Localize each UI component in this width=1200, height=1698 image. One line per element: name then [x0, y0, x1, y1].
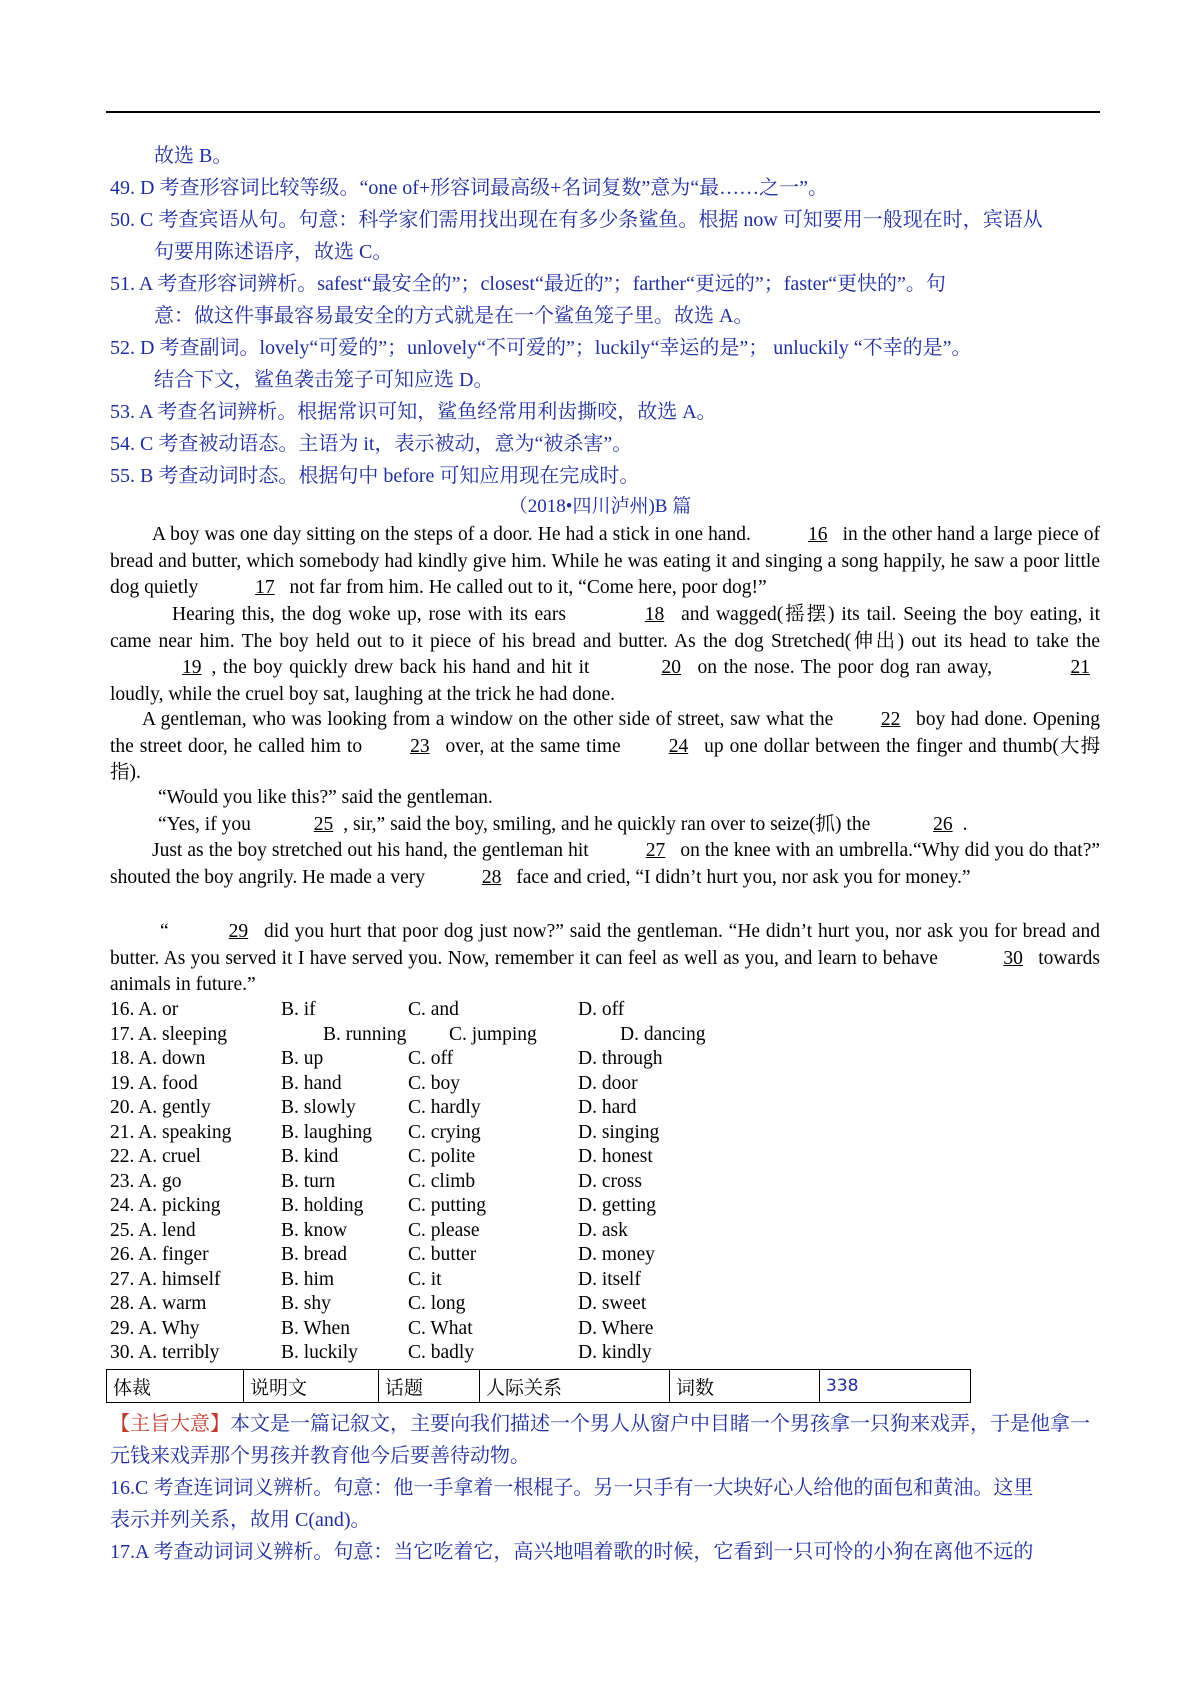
option-b: B. luckily [281, 1342, 358, 1363]
blank-25: 25 [313, 814, 334, 835]
passage-paragraph-4 [110, 785, 1100, 812]
answer-line: 54. C 考查被动语态。主语为 it，表示被动，意为“被杀害”。 [110, 433, 633, 455]
option-a: 29. A. Why [110, 1317, 200, 1339]
option-a: 22. A. cruel [110, 1146, 201, 1167]
option-row [110, 1292, 1010, 1317]
answer-item-50 [110, 204, 1100, 268]
passage-text: boy had done. Opening the street door, he called him to [110, 709, 1101, 757]
blank-21: 21 [1070, 657, 1090, 678]
option-c: C. off [408, 1048, 454, 1069]
option-c: C. climb [408, 1170, 476, 1192]
answer-item-55 [110, 460, 1100, 492]
blank-26: 26 [933, 814, 953, 835]
passage-text: face and cried, “I didn’t hurt you, nor ask you for money.” [511, 866, 971, 888]
answer-line: 49. D 考查形容词比较等级。“one of+形容词最高级+名词复数”意为“最……之一”。 [110, 177, 829, 199]
option-c: C. butter [408, 1244, 477, 1265]
section-title: （2018•四川泸州)B 篇 [508, 496, 692, 517]
answer-continuation: 句要用陈述语序，故选 C。 [154, 241, 393, 263]
option-a: 25. A. lend [110, 1219, 196, 1241]
option-c: C. polite [408, 1146, 476, 1167]
option-c: C. hardly [408, 1097, 481, 1118]
option-c: C. jumping [449, 1023, 537, 1045]
option-c: C. putting [408, 1195, 487, 1216]
blank-19: 19 [182, 657, 202, 678]
passage-text: Just as the boy stretched out his hand, the gentleman hit [152, 840, 594, 861]
option-d: D. kindly [578, 1342, 652, 1363]
option-row [110, 1096, 1010, 1121]
summary-tag: 【主旨大意】 [110, 1413, 230, 1435]
option-d: D. cross [578, 1170, 642, 1192]
option-b: B. When [281, 1317, 350, 1339]
option-c: C. long [408, 1293, 466, 1314]
option-b: B. hand [281, 1072, 342, 1094]
option-b: B. if [281, 999, 316, 1020]
option-a: 21. A. speaking [110, 1121, 232, 1143]
option-a: 28. A. warm [110, 1293, 207, 1314]
option-b: B. running [323, 1023, 407, 1045]
option-d: D. through [578, 1048, 663, 1069]
genre-value: 说明文 [244, 1370, 379, 1403]
option-row [110, 1243, 1010, 1268]
option-row [110, 1145, 1010, 1170]
passage-text: “Yes, if you [158, 814, 256, 835]
word-count-value: 338 [820, 1370, 971, 1403]
blank-30: 30 [1003, 947, 1023, 969]
blank-29: 29 [228, 921, 249, 942]
option-row [110, 1194, 1010, 1219]
passage-text: , the boy quickly drew back his hand and hit it [211, 657, 590, 678]
answer-item-54 [110, 428, 1100, 460]
option-d: D. door [578, 1072, 638, 1094]
option-b: B. turn [281, 1170, 336, 1192]
answer-line: 50. C 考查宾语从句。句意：科学家们需用找出现在有多少条鲨鱼。根据 now 可知要用一般现在时，宾语从 [110, 209, 1043, 231]
summary-paragraph [110, 1408, 1100, 1472]
option-row [110, 1121, 1010, 1146]
option-d: D. getting [578, 1195, 656, 1216]
option-a: 23. A. go [110, 1170, 182, 1192]
blank-23: 23 [410, 735, 430, 757]
option-d: D. sweet [578, 1293, 647, 1314]
option-c: C. crying [408, 1121, 481, 1143]
option-b: B. holding [281, 1195, 364, 1216]
option-b: B. slowly [281, 1097, 356, 1118]
answer-item-17 [110, 1536, 1100, 1568]
passage-paragraph-3 [110, 707, 1100, 787]
answer-line: 53. A 考查名词辨析。根据常识可知，鲨鱼经常用利齿撕咬，故选 A。 [110, 401, 717, 423]
option-d: D. money [578, 1244, 655, 1265]
passage-text: on the knee with an umbrella.“Why did you do that?” shouted the boy angrily. He made a very [110, 840, 1101, 888]
option-c: C. boy [408, 1072, 461, 1094]
option-row [110, 1072, 1010, 1097]
blank-28: 28 [481, 866, 502, 888]
answer-continuation: 结合下文，鲨鱼袭击笼子可知应选 D。 [154, 369, 494, 391]
answer-line: 17.A 考查动词词义辨析。句意：当它吃着它，高兴地唱着歌的时候，它看到一只可怜的小狗在离他不远的 [110, 1541, 1034, 1563]
table-row [107, 1370, 971, 1403]
answer-line: 52. D 考查副词。lovely“可爱的”；unlovely“不可爱的”；luckily“幸运的是”； unluckily “不幸的是”。 [110, 337, 972, 359]
option-b: B. kind [281, 1146, 339, 1167]
passage-text: A boy was one day sitting on the steps of a door. He had a stick in one hand. [152, 524, 756, 545]
answer-list-top [110, 140, 1100, 492]
passage-paragraph-5 [110, 812, 1100, 839]
option-a: 18. A. down [110, 1048, 206, 1069]
option-d: D. itself [578, 1268, 641, 1290]
option-b: B. laughing [281, 1121, 372, 1143]
passage-text: . [962, 814, 968, 835]
option-d: D. ask [578, 1219, 628, 1241]
option-b: B. know [281, 1219, 348, 1241]
answer-line: 51. A 考查形容词辨析。safest“最安全的”；closest“最近的”；farther“更远的”；faster“更快的”。句 [110, 273, 946, 295]
topic-value: 人际关系 [480, 1370, 670, 1403]
answer-item-53 [110, 396, 1100, 428]
option-a: 19. A. food [110, 1072, 198, 1094]
option-d: D. Where [578, 1317, 654, 1339]
option-c: C. badly [408, 1342, 475, 1363]
passage-text: in the other hand a large piece of bread and butter, which somebody had kindly give him. While he was eating it and singing a song happily, he saw a poor little dog quietly [110, 524, 1100, 598]
passage-text: and wagged(摇摆) its tail. Seeing the boy eating, it came near him. The boy held out to it piece of his bread and butter. As the dog Stretched(伸出) out its head to take the [110, 604, 1100, 652]
answer-item-51 [110, 268, 1100, 332]
blank-17: 17 [255, 577, 275, 598]
passage-text: loudly, while the cruel boy sat, laughing at the trick he had done. [110, 683, 616, 705]
passage-text: up one dollar between the finger and thumb(大拇指). [110, 735, 1100, 783]
option-row [110, 1219, 1010, 1244]
option-row [110, 1341, 1010, 1366]
passage-text: not far from him. He called out to it, “Come here, poor dog!” [284, 577, 767, 598]
answer-continuation: 表示并列关系，故用 C(and)。 [110, 1509, 371, 1531]
option-a: 27. A. himself [110, 1268, 221, 1290]
option-c: C. and [408, 999, 459, 1020]
option-row [110, 998, 1010, 1023]
answer-line: 故选 B。 [154, 145, 233, 167]
passage-text: did you hurt that poor dog just now?” said the gentleman. “He didn’t hurt you, nor ask you for bread and butter. As you served it I have served you. Now, remember it can feel as well as you, and learn to behave [110, 921, 1100, 969]
blank-16: 16 [807, 524, 828, 545]
passage-text: on the nose. The poor dog ran away, [690, 657, 999, 678]
answer-item-52 [110, 332, 1100, 396]
topic-label: 话题 [379, 1370, 480, 1403]
option-b: B. bread [281, 1244, 348, 1265]
option-d: D. dancing [620, 1023, 706, 1045]
option-d: D. singing [578, 1121, 660, 1143]
blank-22: 22 [880, 709, 901, 730]
genre-label: 体裁 [107, 1370, 244, 1403]
option-row [110, 1170, 1010, 1195]
passage-text: towards animals in future.” [110, 947, 1100, 995]
option-b: B. him [281, 1268, 335, 1290]
option-a: 20. A. gently [110, 1097, 211, 1118]
word-count-label: 词数 [670, 1370, 820, 1403]
summary-section [110, 1408, 1100, 1568]
option-c: C. What [408, 1317, 473, 1339]
answer-continuation: 意：做这件事最容易最安全的方式就是在一个鲨鱼笼子里。故选 A。 [154, 305, 754, 327]
option-b: B. up [281, 1048, 324, 1069]
answer-item-49 [110, 172, 1100, 204]
passage-paragraph-2 [110, 602, 1100, 708]
passage-text: A gentleman, who was looking from a window on the other side of street, saw what the [142, 709, 839, 730]
option-c: C. please [408, 1219, 480, 1241]
option-row [110, 1268, 1010, 1293]
option-d: D. off [578, 999, 625, 1020]
blank-24: 24 [668, 735, 689, 757]
option-row [110, 1317, 1010, 1342]
answer-line: 55. B 考查动词时态。根据句中 before 可知应用现在完成时。 [110, 465, 640, 487]
passage-paragraph-7 [110, 919, 1100, 999]
passage-text: Hearing this, the dog woke up, rose with its ears [172, 604, 573, 625]
passage-text: over, at the same time [439, 735, 627, 757]
option-a: 17. A. sleeping [110, 1023, 227, 1045]
option-a: 24. A. picking [110, 1195, 221, 1216]
option-d: D. honest [578, 1146, 653, 1167]
blank-27: 27 [645, 840, 666, 861]
passage-text: “Would you like this?” said the gentleman. [158, 787, 493, 808]
option-b: B. shy [281, 1293, 331, 1314]
option-row [110, 1047, 1010, 1072]
answer-item-16 [110, 1472, 1100, 1536]
option-row [110, 1023, 1010, 1048]
blank-18: 18 [644, 604, 665, 625]
options-list [110, 998, 1010, 1366]
option-a: 26. A. finger [110, 1244, 209, 1265]
header-rule [106, 111, 1100, 113]
option-a: 16. A. or [110, 999, 179, 1020]
passage-paragraph-6 [110, 838, 1100, 891]
option-c: C. it [408, 1268, 442, 1290]
answer-line: 16.C 考查连词词义辨析。句意：他一手拿着一根棍子。另一只手有一大块好心人给他的面包和黄油。这里 [110, 1477, 1034, 1499]
option-a: 30. A. terribly [110, 1342, 220, 1363]
passage-text: , sir,” said the boy, smiling, and he quickly ran over to seize(抓) the [343, 814, 876, 835]
info-table [106, 1369, 971, 1403]
blank-20: 20 [661, 657, 681, 678]
passage-text: “ [160, 921, 169, 942]
passage-paragraph-1 [110, 522, 1100, 602]
summary-text: 本文是一篇记叙文，主要向我们描述一个男人从窗户中目睹一个男孩拿一只狗来戏弄，于是他拿一元钱来戏弄那个男孩并教育他今后要善待动物。 [110, 1413, 1090, 1467]
option-d: D. hard [578, 1097, 637, 1118]
